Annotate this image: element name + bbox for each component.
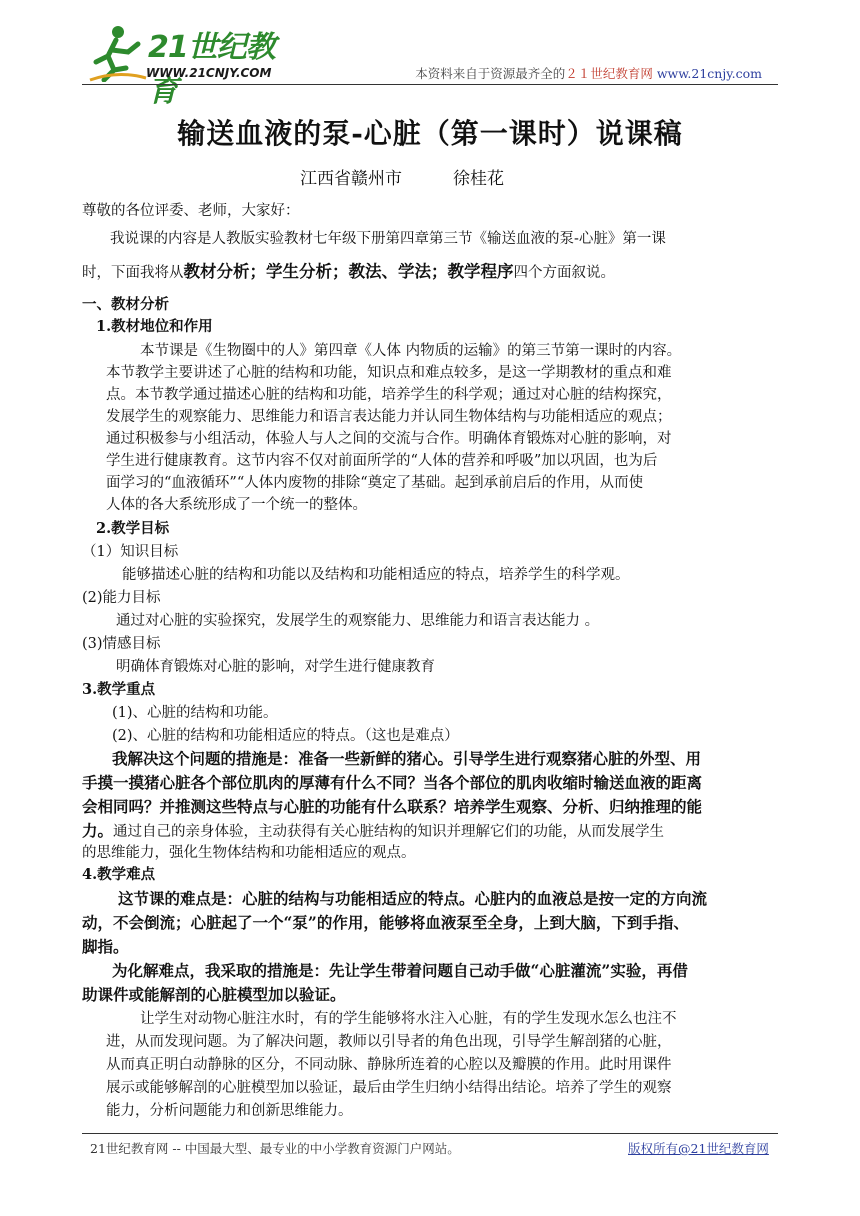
difficulty-line-1: 这节课的难点是：心脏的结构与功能相适应的特点。心脏内的血液总是按一定的方向流 xyxy=(118,889,708,908)
header-rule xyxy=(82,84,778,85)
goal-2-label: (2)能力目标 xyxy=(82,590,161,606)
header-source-num: ２１ xyxy=(565,66,591,81)
measure-line-4-bold: 力。 xyxy=(82,821,114,840)
measure-line-4 xyxy=(82,820,664,843)
paragraph-1-line: 本节课是《生物圈中的人》第四章《人体 内物质的运输》的第三节第一课时的内容。 xyxy=(140,343,682,359)
difficulty-line-3: 脚指。 xyxy=(82,937,129,956)
measure-line-2: 手摸一摸猪心脏各个部位肌肉的厚薄有什么不同？当各个部位的肌肉收缩时输送血液的距离 xyxy=(82,773,703,792)
solution-line-1: 为化解难点，我采取的措施是：先让学生带着问题自己动手做“心脏灌流”实验，再借 xyxy=(112,961,688,980)
paragraph-2-line: 从而真正明白动静脉的区分，不同动脉、静脉所连着的心腔以及瓣膜的作用。此时用课件 xyxy=(106,1057,672,1073)
paragraph-2-line: 让学生对动物心脏注水时，有的学生能够将水注入心脏，有的学生发现水怎么也注不 xyxy=(140,1011,677,1027)
difficulty-line-2: 动，不会倒流；心脏起了一个“泵”的作用，能够将血液泵至全身，上到大脑，下到手指、 xyxy=(82,913,689,932)
header-source-text xyxy=(415,64,762,82)
intro-line-2-bold: 教材分析；学生分析；教法、学法；教学程序 xyxy=(183,262,514,281)
page-title: 输送血液的泵-心脏（第一课时）说课稿 xyxy=(177,117,683,150)
solution-line-2: 助课件或能解剖的心脏模型加以验证。 xyxy=(82,985,346,1004)
paragraph-2-line: 能力，分析问题能力和创新思维能力。 xyxy=(106,1103,353,1119)
greeting: 尊敬的各位评委、老师，大家好： xyxy=(82,203,300,219)
paragraph-1-line: 发展学生的观察能力、思维能力和语言表达能力并认同生物体结构与功能相适应的观点； xyxy=(106,409,672,425)
footer-copyright-link[interactable]: 版权所有@21世纪教育网 xyxy=(628,1141,769,1156)
subsection-heading-1-4: 4.教学难点 xyxy=(82,866,156,883)
header-source-site: 世纪教育网 xyxy=(590,66,653,81)
goal-1-label: （1）知识目标 xyxy=(82,544,179,560)
footer-rule xyxy=(82,1133,778,1134)
paragraph-2-line: 进，从而发现问题。为了解决问题，教师以引导者的角色出现，引导学生解剖猪的心脏， xyxy=(106,1034,672,1050)
paragraph-2-line: 展示或能够解剖的心脏模型加以验证，最后由学生归纳小结得出结论。培养了学生的观察 xyxy=(106,1080,672,1096)
intro-line-2c: 四个方面叙说。 xyxy=(513,265,615,281)
paragraph-1-line: 本节教学主要讲述了心脏的结构和功能，知识点和难点较多，是这一学期教材的重点和难 xyxy=(106,365,672,381)
section-heading-1: 一、教材分析 xyxy=(82,296,169,313)
intro-line-1: 我说课的内容是人教版实验教材七年级下册第四章第三节《输送血液的泵-心脏》第一课 xyxy=(110,231,666,247)
goal-2-text: 通过对心脏的实验探究，发展学生的观察能力、思维能力和语言表达能力 。 xyxy=(116,613,600,629)
subsection-heading-1-1: 1.教材地位和作用 xyxy=(96,318,213,335)
logo-wordmark: 21世纪教育 xyxy=(148,30,275,109)
intro-line-2 xyxy=(82,261,615,284)
goal-1-text: 能够描述心脏的结构和功能以及结构和功能相适应的特点，培养学生的科学观。 xyxy=(122,567,630,583)
header-source-url[interactable]: www.21cnjy.com xyxy=(656,66,762,81)
measure-line-3: 会相同吗？并推测这些特点与心脏的功能有什么联系？培养学生观察、分析、归纳推理的能 xyxy=(82,797,703,816)
logo-url: WWW.21CNJY.COM xyxy=(146,66,272,80)
footer-text: 21世纪教育网 -- 中国最大型、最专业的中小学教育资源门户网站。 xyxy=(90,1141,460,1156)
author-line: 江西省赣州市 徐桂花 xyxy=(300,169,504,189)
intro-line-2a: 时，下面我将从 xyxy=(82,265,184,281)
goal-3-text: 明确体育锻炼对心脏的影响，对学生进行健康教育 xyxy=(116,659,435,675)
paragraph-1-line: 面学习的“血液循环”“人体内废物的排除“奠定了基础。起到承前启后的作用，从而使 xyxy=(106,475,644,491)
paragraph-1-line: 点。本节教学通过描述心脏的结构和功能，培养学生的科学观；通过对心脏的结构探究， xyxy=(106,387,672,403)
measure-line-5: 的思维能力，强化生物体结构和功能相适应的观点。 xyxy=(82,845,416,861)
header-source-prefix: 本资料来自于资源最齐全的 xyxy=(415,66,566,81)
paragraph-1-line: 通过积极参与小组活动，体验人与人之间的交流与合作。明确体育锻炼对心脏的影响，对 xyxy=(106,431,672,447)
runner-logo-icon xyxy=(88,22,148,82)
paragraph-1-line: 学生进行健康教育。这节内容不仅对前面所学的“人体的营养和呼吸”加以巩固，也为后 xyxy=(106,453,658,469)
paragraph-1-line: 人体的各大系统形成了一个统一的整体。 xyxy=(106,497,367,513)
key-point-1: (1)、心脏的结构和功能。 xyxy=(112,705,278,721)
subsection-heading-1-3: 3.教学重点 xyxy=(82,681,156,698)
key-point-2: (2)、心脏的结构和功能相适应的特点。（这也是难点） xyxy=(112,728,459,744)
measure-line-1: 我解决这个问题的措施是：准备一些新鲜的猪心。引导学生进行观察猪心脏的外型、用 xyxy=(112,749,702,768)
goal-3-label: (3)情感目标 xyxy=(82,636,161,652)
site-logo xyxy=(88,22,288,109)
measure-line-4-rest: 通过自己的亲身体验，主动获得有关心脏结构的知识并理解它们的功能，从而发展学生 xyxy=(113,824,665,840)
subsection-heading-1-2: 2.教学目标 xyxy=(96,520,170,537)
